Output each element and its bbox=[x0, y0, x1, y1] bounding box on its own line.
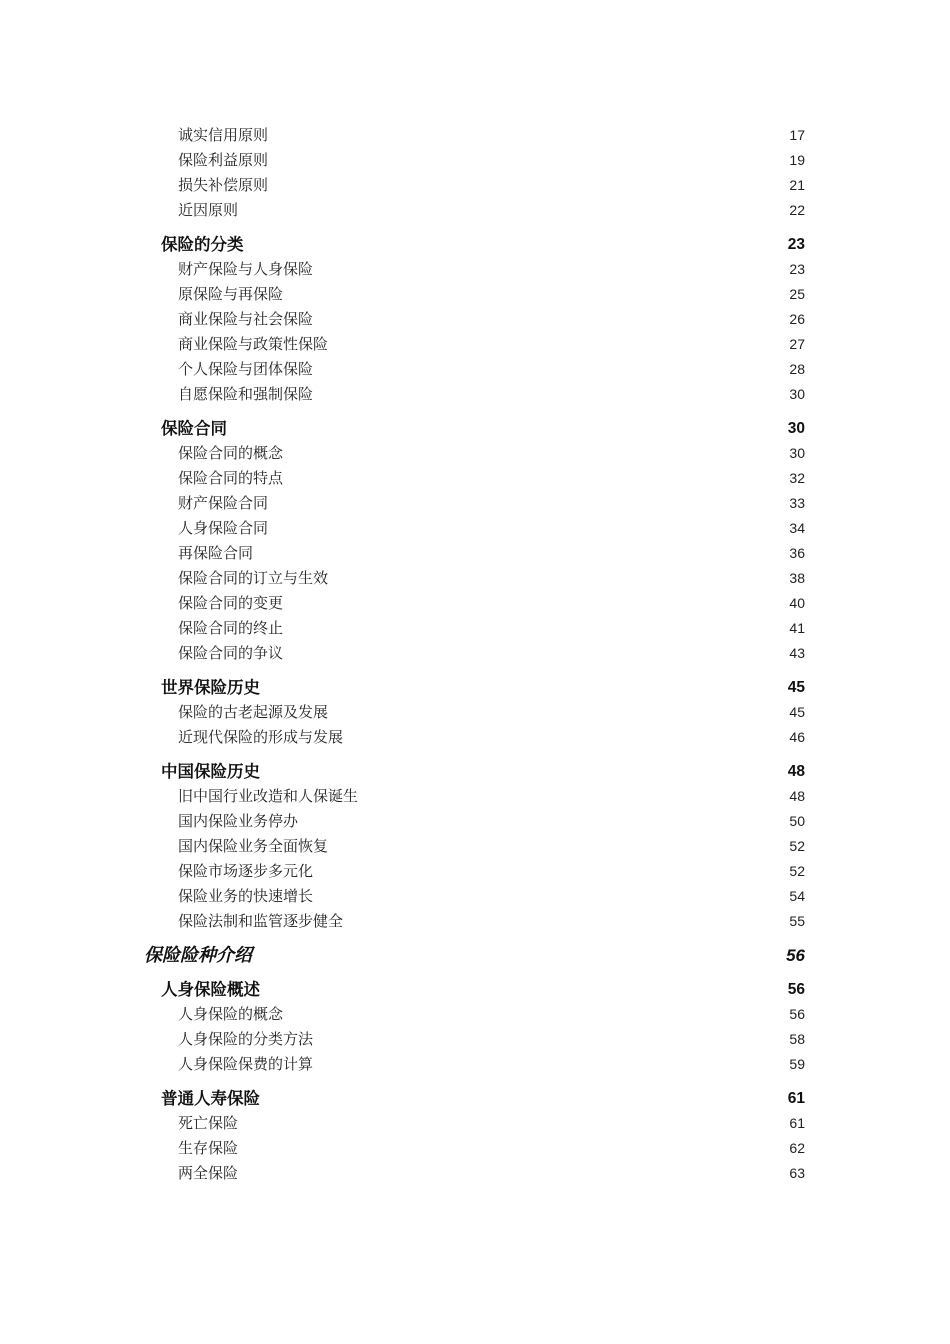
toc-entry-title: 保险的古老起源及发展 bbox=[178, 703, 329, 721]
toc-subsection-entry[interactable] bbox=[0, 1027, 950, 1052]
toc-entry-title: 人身保险的概念 bbox=[178, 1005, 284, 1023]
toc-entry-page-number: 17 bbox=[789, 127, 805, 143]
toc-entry-title: 自愿保险和强制保险 bbox=[178, 385, 314, 403]
toc-subsection-entry[interactable] bbox=[0, 257, 950, 282]
toc-entry-page-number: 48 bbox=[789, 788, 805, 804]
toc-entry-title: 保险险种介绍 bbox=[144, 945, 252, 966]
toc-subsection-entry[interactable] bbox=[0, 123, 950, 148]
toc-chapter-entry[interactable] bbox=[0, 943, 950, 968]
toc-subsection-entry[interactable] bbox=[0, 282, 950, 307]
toc-entry-title: 个人保险与团体保险 bbox=[178, 360, 314, 378]
toc-entry-page-number: 28 bbox=[789, 361, 805, 377]
toc-subsection-entry[interactable] bbox=[0, 307, 950, 332]
toc-entry-page-number: 46 bbox=[789, 729, 805, 745]
toc-subsection-entry[interactable] bbox=[0, 641, 950, 666]
toc-entry-title: 原保险与再保险 bbox=[178, 285, 284, 303]
toc-entry-page-number: 38 bbox=[789, 570, 805, 586]
toc-entry-title: 保险的分类 bbox=[161, 235, 244, 254]
toc-entry-title: 损失补偿原则 bbox=[178, 176, 269, 194]
toc-entry-title: 保险合同的争议 bbox=[178, 644, 284, 662]
toc-entry-title: 世界保险历史 bbox=[161, 678, 260, 697]
toc-entry-title: 两全保险 bbox=[178, 1164, 239, 1182]
toc-entry-title: 近现代保险的形成与发展 bbox=[178, 728, 344, 746]
toc-entry-title: 保险合同的概念 bbox=[178, 444, 284, 462]
toc-section-entry[interactable] bbox=[0, 759, 950, 784]
toc-entry-page-number: 23 bbox=[789, 261, 805, 277]
toc-subsection-entry[interactable] bbox=[0, 784, 950, 809]
toc-entry-page-number: 30 bbox=[789, 445, 805, 461]
toc-entry-page-number: 32 bbox=[789, 470, 805, 486]
toc-entry-title: 保险合同的终止 bbox=[178, 619, 284, 637]
toc-subsection-entry[interactable] bbox=[0, 198, 950, 223]
toc-entry-page-number: 23 bbox=[787, 236, 805, 253]
toc-entry-page-number: 54 bbox=[789, 888, 805, 904]
toc-entry-page-number: 56 bbox=[786, 946, 805, 965]
toc-entry-page-number: 26 bbox=[789, 311, 805, 327]
toc-entry-page-number: 43 bbox=[789, 645, 805, 661]
toc-subsection-entry[interactable] bbox=[0, 700, 950, 725]
toc-section-entry[interactable] bbox=[0, 232, 950, 257]
toc-entry-page-number: 45 bbox=[789, 704, 805, 720]
toc-entry-title: 诚实信用原则 bbox=[178, 126, 269, 144]
toc-subsection-entry[interactable] bbox=[0, 466, 950, 491]
toc-entry-page-number: 56 bbox=[789, 1006, 805, 1022]
toc-entry-page-number: 40 bbox=[789, 595, 805, 611]
toc-entry-page-number: 58 bbox=[789, 1031, 805, 1047]
toc-subsection-entry[interactable] bbox=[0, 332, 950, 357]
toc-subsection-entry[interactable] bbox=[0, 725, 950, 750]
toc-entry-page-number: 41 bbox=[789, 620, 805, 636]
toc-entry-title: 商业保险与政策性保险 bbox=[178, 335, 329, 353]
toc-entry-title: 保险业务的快速增长 bbox=[178, 887, 314, 905]
toc-entry-page-number: 21 bbox=[789, 177, 805, 193]
toc-entry-title: 保险合同的变更 bbox=[178, 594, 284, 612]
toc-entry-title: 保险市场逐步多元化 bbox=[178, 862, 314, 880]
toc-entry-page-number: 59 bbox=[789, 1056, 805, 1072]
toc-section-entry[interactable] bbox=[0, 416, 950, 441]
toc-subsection-entry[interactable] bbox=[0, 1002, 950, 1027]
toc-entry-page-number: 33 bbox=[789, 495, 805, 511]
toc-entry-page-number: 62 bbox=[789, 1140, 805, 1156]
toc-entry-title: 财产保险合同 bbox=[178, 494, 269, 512]
toc-subsection-entry[interactable] bbox=[0, 591, 950, 616]
toc-entry-page-number: 50 bbox=[789, 813, 805, 829]
toc-entry-title: 普通人寿保险 bbox=[161, 1089, 260, 1108]
toc-subsection-entry[interactable] bbox=[0, 541, 950, 566]
toc-entry-title: 商业保险与社会保险 bbox=[178, 310, 314, 328]
toc-subsection-entry[interactable] bbox=[0, 884, 950, 909]
toc-subsection-entry[interactable] bbox=[0, 1136, 950, 1161]
toc-entry-page-number: 30 bbox=[787, 420, 805, 437]
toc-entry-title: 近因原则 bbox=[178, 201, 239, 219]
toc-subsection-entry[interactable] bbox=[0, 173, 950, 198]
toc-subsection-entry[interactable] bbox=[0, 909, 950, 934]
toc-subsection-entry[interactable] bbox=[0, 516, 950, 541]
toc-entry-page-number: 61 bbox=[787, 1090, 805, 1107]
toc-subsection-entry[interactable] bbox=[0, 809, 950, 834]
toc-entry-title: 旧中国行业改造和人保诞生 bbox=[178, 787, 359, 805]
toc-entry-page-number: 25 bbox=[789, 286, 805, 302]
toc-subsection-entry[interactable] bbox=[0, 441, 950, 466]
toc-entry-title: 中国保险历史 bbox=[161, 762, 260, 781]
toc-entry-title: 保险法制和监管逐步健全 bbox=[178, 912, 344, 930]
toc-entry-title: 财产保险与人身保险 bbox=[178, 260, 314, 278]
toc-section-entry[interactable] bbox=[0, 1086, 950, 1111]
toc-entry-title: 再保险合同 bbox=[178, 544, 254, 562]
toc-entry-page-number: 22 bbox=[789, 202, 805, 218]
toc-entry-page-number: 19 bbox=[789, 152, 805, 168]
toc-section-entry[interactable] bbox=[0, 977, 950, 1002]
toc-subsection-entry[interactable] bbox=[0, 566, 950, 591]
toc-subsection-entry[interactable] bbox=[0, 859, 950, 884]
toc-entry-title: 人身保险合同 bbox=[178, 519, 269, 537]
toc-entry-page-number: 27 bbox=[789, 336, 805, 352]
toc-entry-title: 保险合同的订立与生效 bbox=[178, 569, 329, 587]
toc-entry-page-number: 36 bbox=[789, 545, 805, 561]
toc-entry-title: 保险合同的特点 bbox=[178, 469, 284, 487]
toc-entry-title: 人身保险保费的计算 bbox=[178, 1055, 314, 1073]
toc-entry-page-number: 45 bbox=[787, 679, 805, 696]
toc-entry-page-number: 52 bbox=[789, 838, 805, 854]
toc-entry-page-number: 63 bbox=[789, 1165, 805, 1181]
toc-entry-title: 生存保险 bbox=[178, 1139, 239, 1157]
toc-entry-page-number: 34 bbox=[789, 520, 805, 536]
toc-subsection-entry[interactable] bbox=[0, 834, 950, 859]
toc-subsection-entry[interactable] bbox=[0, 491, 950, 516]
toc-entry-title: 国内保险业务全面恢复 bbox=[178, 837, 329, 855]
toc-subsection-entry[interactable] bbox=[0, 382, 950, 407]
toc-subsection-entry[interactable] bbox=[0, 1111, 950, 1136]
toc-entry-title: 保险利益原则 bbox=[178, 151, 269, 169]
toc-entry-page-number: 61 bbox=[789, 1115, 805, 1131]
toc-subsection-entry[interactable] bbox=[0, 616, 950, 641]
toc-subsection-entry[interactable] bbox=[0, 148, 950, 173]
toc-subsection-entry[interactable] bbox=[0, 1052, 950, 1077]
toc-entry-title: 人身保险的分类方法 bbox=[178, 1030, 314, 1048]
toc-entry-page-number: 48 bbox=[787, 763, 805, 780]
toc-entry-page-number: 30 bbox=[789, 386, 805, 402]
toc-entry-title: 人身保险概述 bbox=[161, 980, 260, 999]
toc-subsection-entry[interactable] bbox=[0, 1161, 950, 1186]
toc-subsection-entry[interactable] bbox=[0, 357, 950, 382]
toc-entry-title: 保险合同 bbox=[161, 419, 227, 438]
toc-entry-title: 国内保险业务停办 bbox=[178, 812, 299, 830]
toc-section-entry[interactable] bbox=[0, 675, 950, 700]
toc-entry-title: 死亡保险 bbox=[178, 1114, 239, 1132]
toc-entry-page-number: 56 bbox=[787, 981, 805, 998]
toc-entry-page-number: 55 bbox=[789, 913, 805, 929]
toc-entry-page-number: 52 bbox=[789, 863, 805, 879]
